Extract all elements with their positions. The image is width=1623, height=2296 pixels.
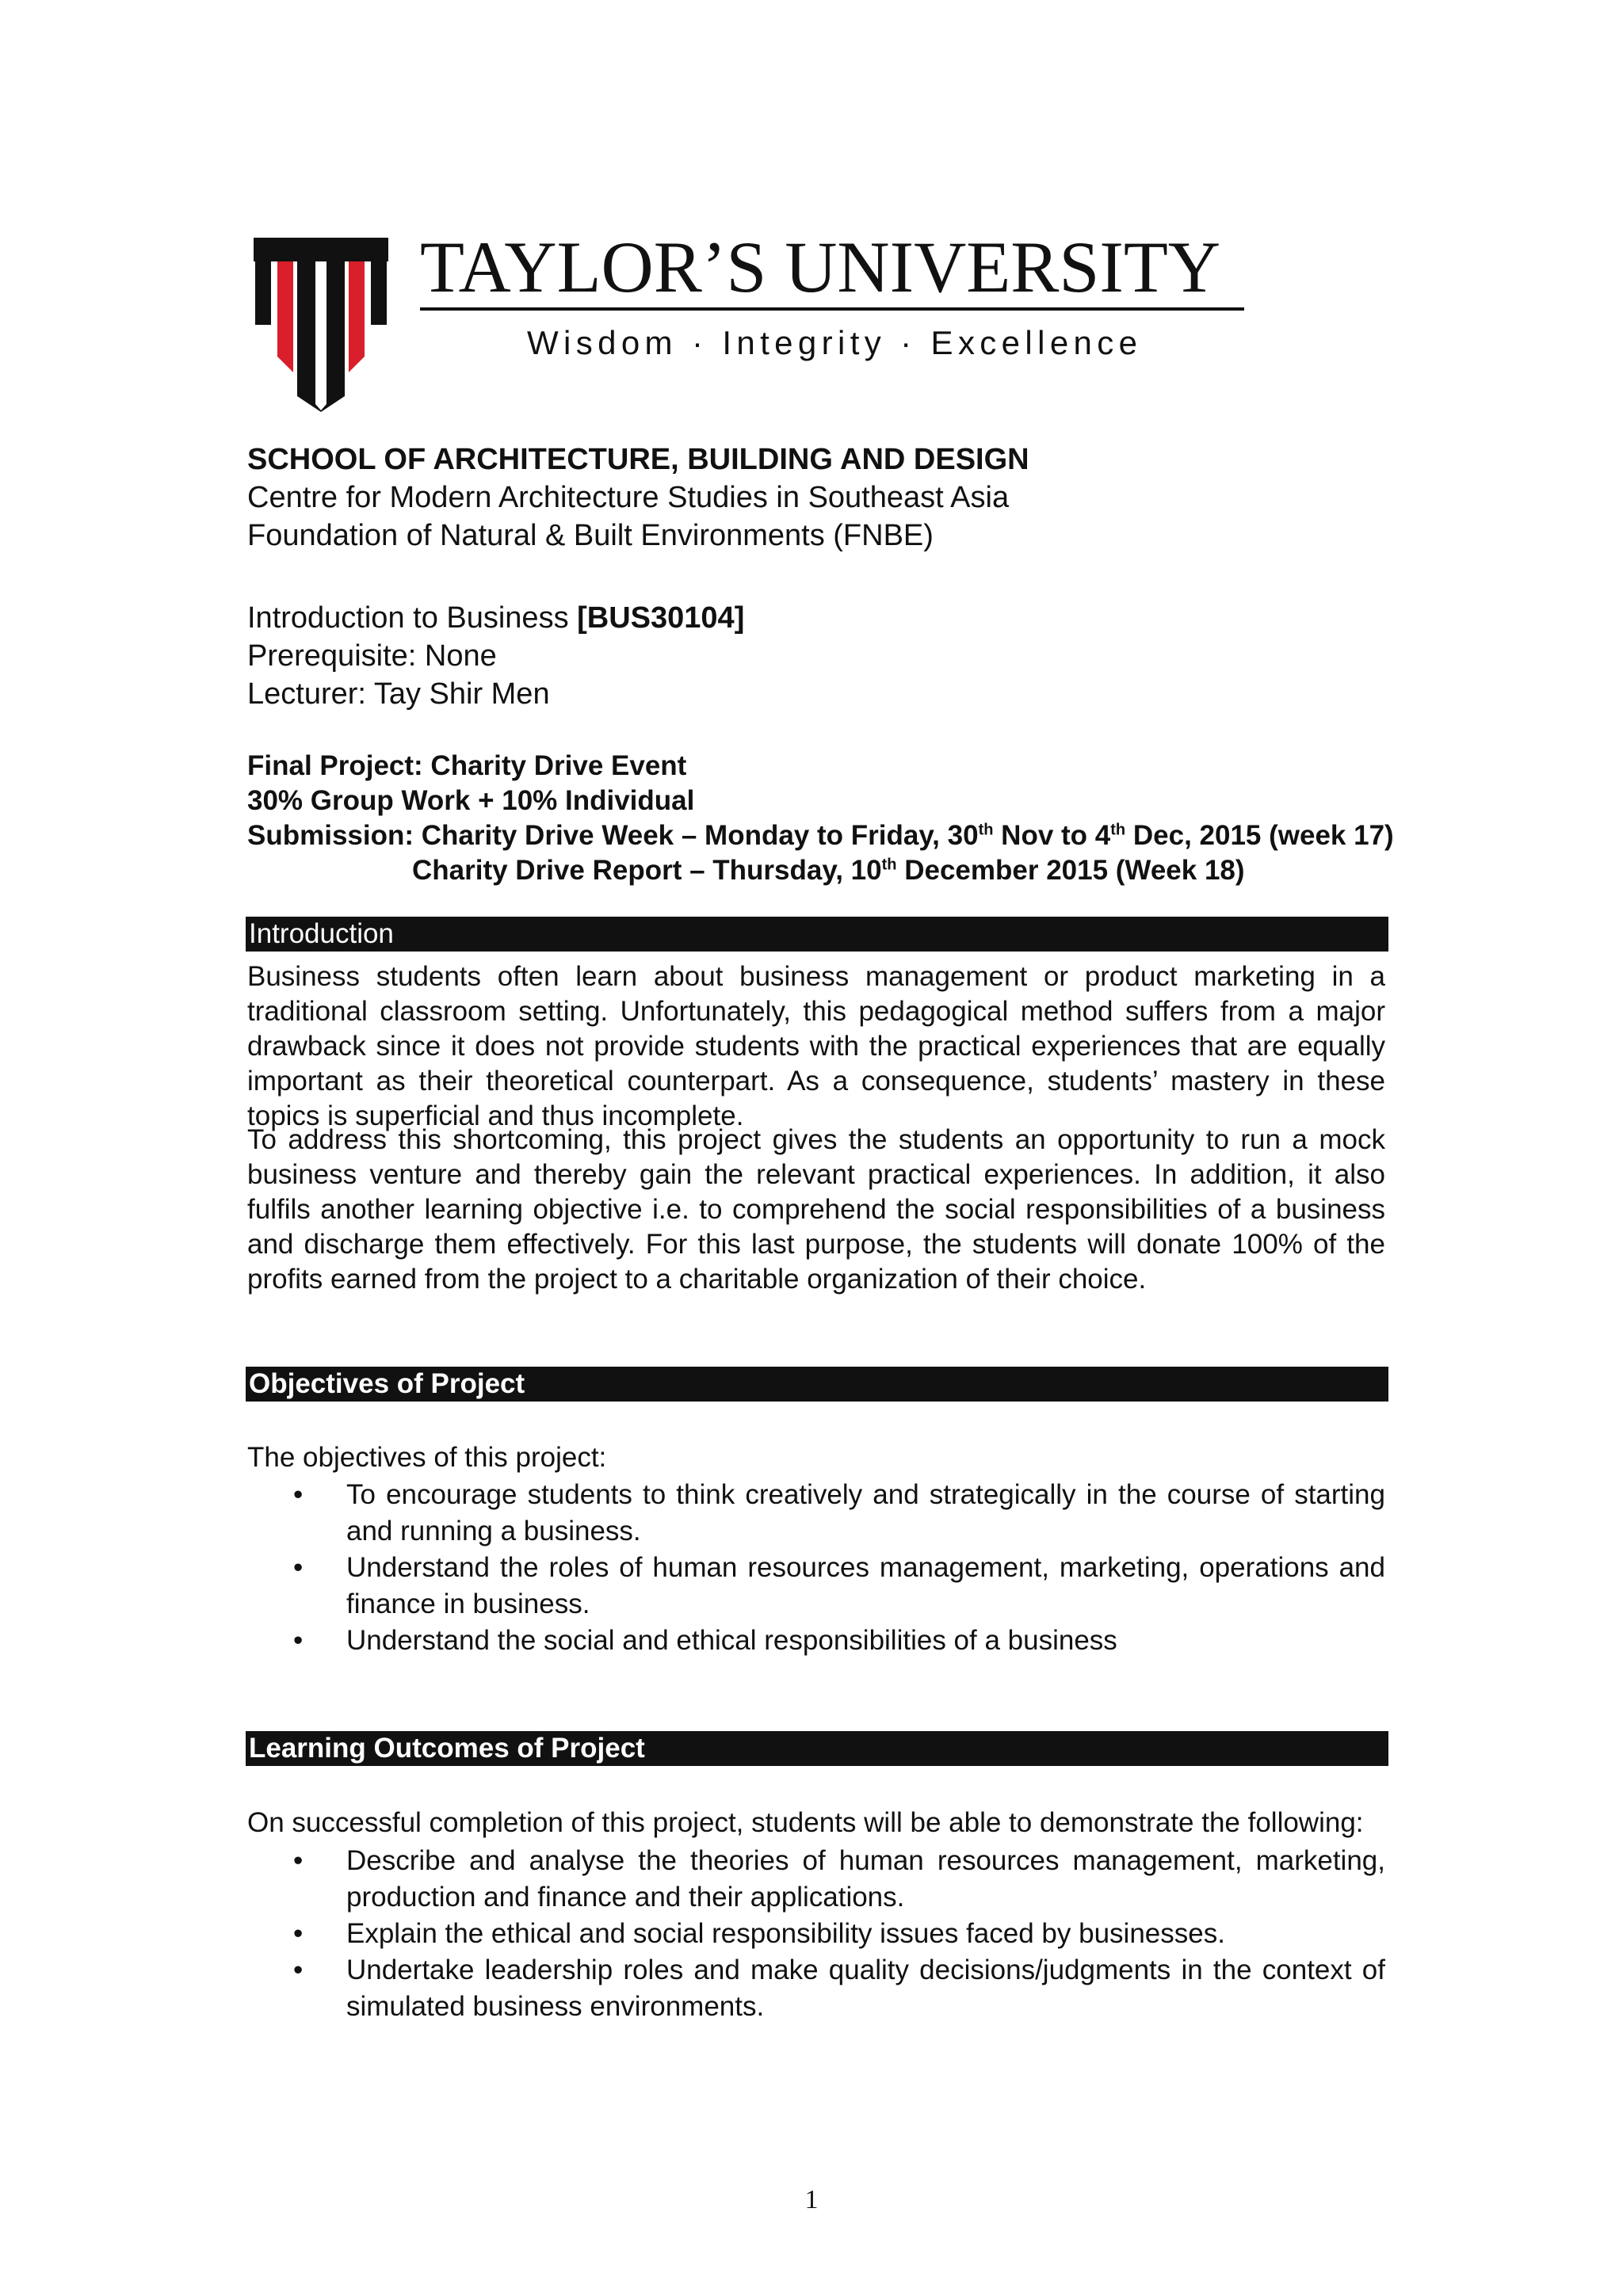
project-info: [247, 749, 1394, 888]
objectives-heading: Objectives of Project: [246, 1367, 1388, 1402]
list-item: • To encourage students to think creatively and strategically in the course of starting and running a business.: [247, 1477, 1385, 1550]
list-item: • Explain the ethical and social responsibility issues faced by businesses.: [247, 1916, 1385, 1952]
introduction-heading: Introduction: [246, 917, 1388, 952]
list-item: • Describe and analyse the theories of human resources management, marketing, production and finance and their applications.: [247, 1843, 1385, 1916]
page-number: 1: [804, 2185, 819, 2214]
list-item: • Understand the social and ethical responsibilities of a business: [247, 1623, 1385, 1659]
bullet-icon: •: [293, 1955, 304, 1985]
submission-report: Charity Drive Report – Thursday, 10th December 2015 (Week 18): [412, 855, 1245, 886]
bullet-icon: •: [293, 1552, 304, 1583]
bullet-icon: •: [293, 1845, 304, 1876]
objectives-lead: The objectives of this project:: [247, 1442, 607, 1473]
outcomes-heading: Learning Outcomes of Project: [246, 1731, 1388, 1766]
centre-name: Centre for Modern Architecture Studies in Southeast Asia: [247, 481, 1010, 514]
course-title-line: [247, 599, 1385, 637]
logo-emblem-icon: [254, 238, 1252, 412]
list-item: • Understand the roles of human resources management, marketing, operations and finance in business.: [247, 1550, 1385, 1623]
course-lecturer: Lecturer: Tay Shir Men: [247, 677, 550, 711]
project-title: Final Project: Charity Drive Event: [247, 750, 687, 781]
introduction-paragraph-1: Business students often learn about business management or product marketing in a traditional classroom setting. Unfortunately, this pedagogical method suffers from a major drawback since it does not provide students with the practical experiences that are equally important as their theoretical counterpart. As a consequence, students’ mastery in these topics is superficial and thus incomplete.: [247, 961, 1385, 1131]
university-logo: [254, 238, 1252, 412]
project-weighting: 30% Group Work + 10% Individual: [247, 785, 695, 816]
course-info: [247, 599, 1385, 713]
outcomes-lead: On successful completion of this project, students will be able to demonstrate the following:: [247, 1807, 1364, 1838]
logo-name: TAYLOR’S UNIVERSITY: [420, 238, 1220, 307]
bullet-icon: •: [293, 1479, 304, 1510]
outcomes-list: [247, 1843, 1385, 2025]
submission-week: Submission: Charity Drive Week – Monday to Friday, 30th Nov to 4th Dec, 2015 (week 17): [247, 820, 1394, 851]
objectives-list: [247, 1477, 1385, 1659]
course-title: Introduction to Business: [247, 601, 578, 635]
school-header: [247, 441, 1385, 555]
bullet-icon: •: [293, 1625, 304, 1656]
foundation-name: Foundation of Natural & Built Environments (FNBE): [247, 519, 934, 552]
course-prerequisite: Prerequisite: None: [247, 639, 497, 673]
school-name: SCHOOL OF ARCHITECTURE, BUILDING AND DESIGN: [247, 443, 1029, 476]
list-item: • Undertake leadership roles and make quality decisions/judgments in the context of simulated business environments.: [247, 1952, 1385, 2025]
introduction-paragraph-2: To address this shortcoming, this project gives the students an opportunity to run a mock business venture and thereby gain the relevant practical experiences. In addition, it also fulfils another learning objective i.e. to comprehend the social responsibilities of a business and discharge them effectively. For this last purpose, the students will donate 100% of the profits earned from the project to a charitable organization of their choice.: [247, 1124, 1385, 1295]
bullet-icon: •: [293, 1918, 304, 1949]
course-code: [BUS30104]: [577, 601, 745, 635]
logo-tagline: Wisdom · Integrity · Excellence: [527, 324, 1137, 361]
